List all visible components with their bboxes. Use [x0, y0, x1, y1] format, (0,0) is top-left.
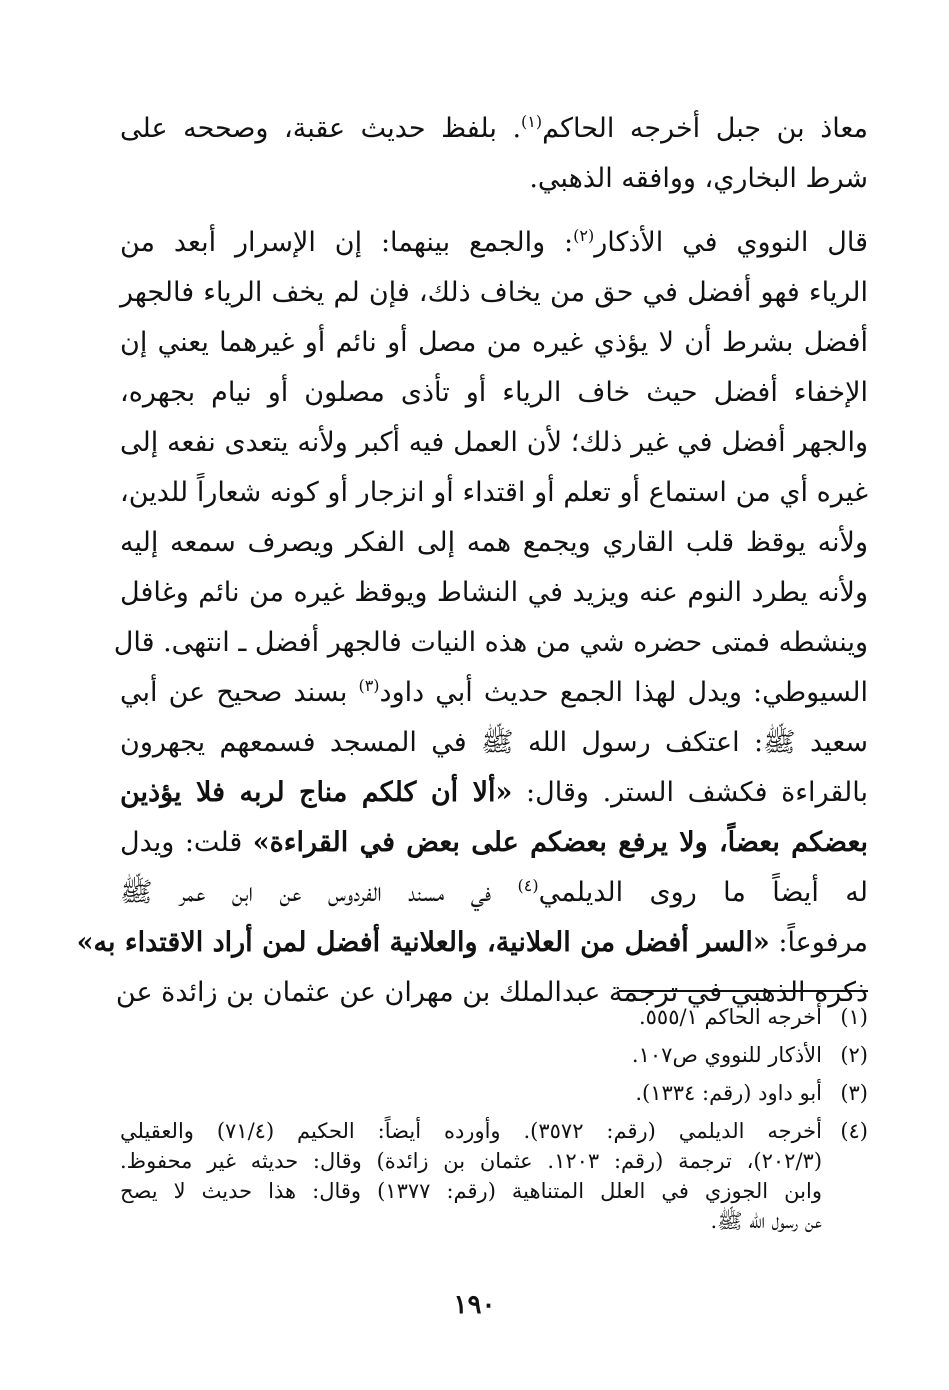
text-line: والجهر أفضل في غير ذلك؛ لأن العمل فيه أكبر ولأنه يتعدى نفعه إلى [120, 427, 868, 458]
text-line: وينشطه فمتى حضره شي من هذه النيات فالجهر أفضل ـ انتهى. قال [113, 627, 868, 658]
text-line: ذكره الذهبي في ترجمة عبدالملك بن مهران عن عثمان بن زائدة عن [115, 977, 868, 1008]
text-line: معاذ بن جبل أخرجه الحاكم$^{(١)}$. بلفظ حديث عقبة، وصححه على [120, 112, 868, 144]
text-line: أفضل بشرط أن لا يؤذي غيره من مصل أو نائم أو غيرهما يعني إن [120, 327, 868, 358]
text-line: الإخفاء أفضل حيث خاف الرياء أو تأذى مصلون أو نيام بجهره، [120, 377, 868, 408]
text-line: مرفوعاً: «السر أفضل من العلانية، والعلانية أفضل لمن أراد الاقتداء به» [76, 927, 868, 958]
footnote-text: أخرجه الحاكم ٥٥٥/١. [638, 1005, 822, 1029]
footnote-ref-2[interactable]: (٢) [573, 226, 595, 245]
text-line: سعيد ﷺ: اعتكف رسول الله ﷺ في المسجد فسمعهم يجهرون [120, 727, 868, 758]
text-line: قال النووي في الأذكار$^{(٢)}$: والجمع بينهما: إن الإسرار أبعد من [120, 226, 868, 258]
footnote-2 [120, 1040, 868, 1070]
text-line: ولأنه يطرد النوم عنه ويزيد في النشاط ويوقظ غيره من نائم وغافل [120, 577, 868, 608]
footnote-4 [120, 1116, 868, 1236]
text-line: بعضكم بعضاً، ولا يرفع بعضكم على بعض في القراءة» قلت: ويدل [120, 827, 868, 858]
footnote-text: أخرجه الديلمي (رقم: ٣٥٧٢). وأورده أيضاً: الحكيم (٧١/٤) والعقيلي [120, 1119, 822, 1143]
footnote-ref-1[interactable]: (١) [521, 112, 543, 131]
text-line: له أيضاً ما روى الديلمي$^{(٤)}$ في مسند الفردوس عن ابن عمر ﷺ [120, 876, 868, 908]
hadith-quote: «ألا أن كلكم مناج لربه فلا يؤذين [120, 777, 513, 808]
hadith-quote: بعضكم بعضاً، ولا يرفع بعضكم على بعض في القراءة» [252, 827, 868, 858]
text-line: غيره أي من استماع أو تعلم أو اقتداء أو انزجار أو كونه شعاراً للدين، [120, 477, 868, 508]
text-line: ولأنه يوقظ قلب القاري ويجمع همه إلى الفكر ويصرف سمعه إليه [120, 527, 868, 558]
text-line: السيوطي: ويدل لهذا الجمع حديث أبي داود$^{(٣)}$ بسند صحيح عن أبي [120, 676, 868, 708]
footnote-text: (٢٠٢/٣)، ترجمة (رقم: ١٢٠٣. عثمان بن زائدة) وقال: حديثه غير محفوظ. [120, 1149, 823, 1173]
page-number: ١٩٠ [453, 1290, 496, 1320]
footnote-number: (٣) [840, 1081, 868, 1105]
footnote-divider [619, 990, 868, 992]
footnote-number: (٢) [840, 1043, 868, 1067]
footnote-number: (٤) [840, 1119, 868, 1143]
paragraph-2 [76, 218, 868, 1018]
paragraph-1 [120, 104, 868, 204]
footnote-number: (١) [840, 1005, 868, 1029]
footnote-text: عن رسول الله ﷺ. [710, 1209, 822, 1233]
footnote-3 [120, 1078, 868, 1108]
footnote-ref-4[interactable]: (٤) [517, 876, 539, 895]
footnotes [120, 1002, 868, 1244]
text-line: الرياء فهو أفضل في حق من يخاف ذلك، فإن لم يخف الرياء فالجهر [120, 277, 868, 308]
hadith-quote: «السر أفضل من العلانية، والعلانية أفضل لمن أراد الاقتداء به» [76, 927, 770, 958]
footnote-ref-3[interactable]: (٣) [358, 676, 380, 695]
footnote-text: وابن الجوزي في العلل المتناهية (رقم: ١٣٧٧) وقال: هذا حديث لا يصح [120, 1179, 822, 1203]
footnote-text: الأذكار للنووي ص١٠٧. [631, 1043, 822, 1067]
text-line: بالقراءة فكشف الستر. وقال: «ألا أن كلكم مناج لربه فلا يؤذين [120, 777, 868, 808]
footnote-text: أبو داود (رقم: ١٣٣٤). [635, 1081, 822, 1105]
text-line: شرط البخاري، ووافقه الذهبي. [529, 163, 868, 194]
footnote-1 [120, 1002, 868, 1032]
